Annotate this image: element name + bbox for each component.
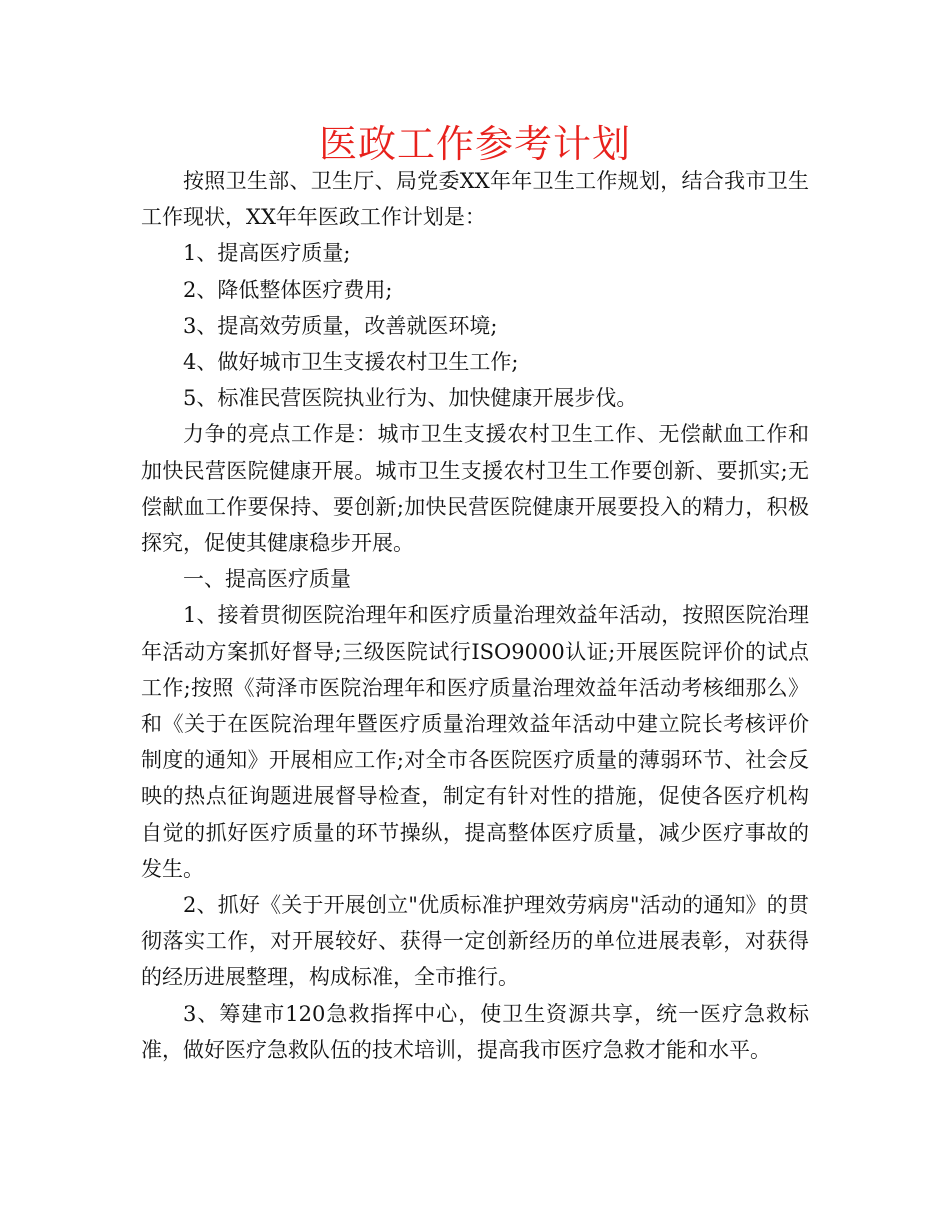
body-paragraph: 1、接着贯彻医院治理年和医疗质量治理效益年活动，按照医院治理年活动方案抓好督导;三级医院试行ISO9000认证;开展医院评价的试点工作;按照《菏泽市医院治理年和医疗质量治理效益年活动考核细那么》和《关于在医院治理年暨医疗质量治理效益年活动中建立院长考核评价制度的通知》开展相应工作;对全市各医院医疗质量的薄弱环节、社会反映的热点征询题进展督导检查，制定有针对性的措施，促使各医疗机构自觉的抓好医疗质量的环节操纵，提高整体医疗质量，减少医疗事故的发生。 xyxy=(141,603,809,881)
section-heading: 一、提高医疗质量 xyxy=(183,567,351,592)
list-item: 5、标准民营医院执业行为、加快健康开展步伐。 xyxy=(183,386,638,411)
intro-paragraph: 按照卫生部、卫生厅、局党委XX年年卫生工作规划，结合我市卫生工作现状，XX年年医政工作计划是： xyxy=(141,169,809,230)
body-paragraph: 3、筹建市120急救指挥中心，使卫生资源共享，统一医疗急救标准，做好医疗急救队伍的技术培训，提高我市医疗急救才能和水平。 xyxy=(141,1001,809,1062)
list-item: 2、降低整体医疗费用; xyxy=(183,277,393,302)
list-item: 3、提高效劳质量，改善就医环境; xyxy=(183,313,498,338)
list-item: 1、提高医疗质量; xyxy=(183,241,351,266)
body-paragraph: 2、抓好《关于开展创立"优质标准护理效劳病房"活动的通知》的贯彻落实工作，对开展较好、获得一定创新经历的单位进展表彰，对获得的经历进展整理，构成标准，全市推行。 xyxy=(141,893,809,990)
document-body xyxy=(141,163,809,1068)
highlights-paragraph: 力争的亮点工作是：城市卫生支援农村卫生工作、无偿献血工作和加快民营医院健康开展。城市卫生支援农村卫生工作要创新、要抓实;无偿献血工作要保持、要创新;加快民营医院健康开展要投入的精力，积极探究，促使其健康稳步开展。 xyxy=(141,422,809,556)
list-item: 4、做好城市卫生支援农村卫生工作; xyxy=(183,350,519,375)
document-title: 医政工作参考计划 xyxy=(318,122,631,166)
